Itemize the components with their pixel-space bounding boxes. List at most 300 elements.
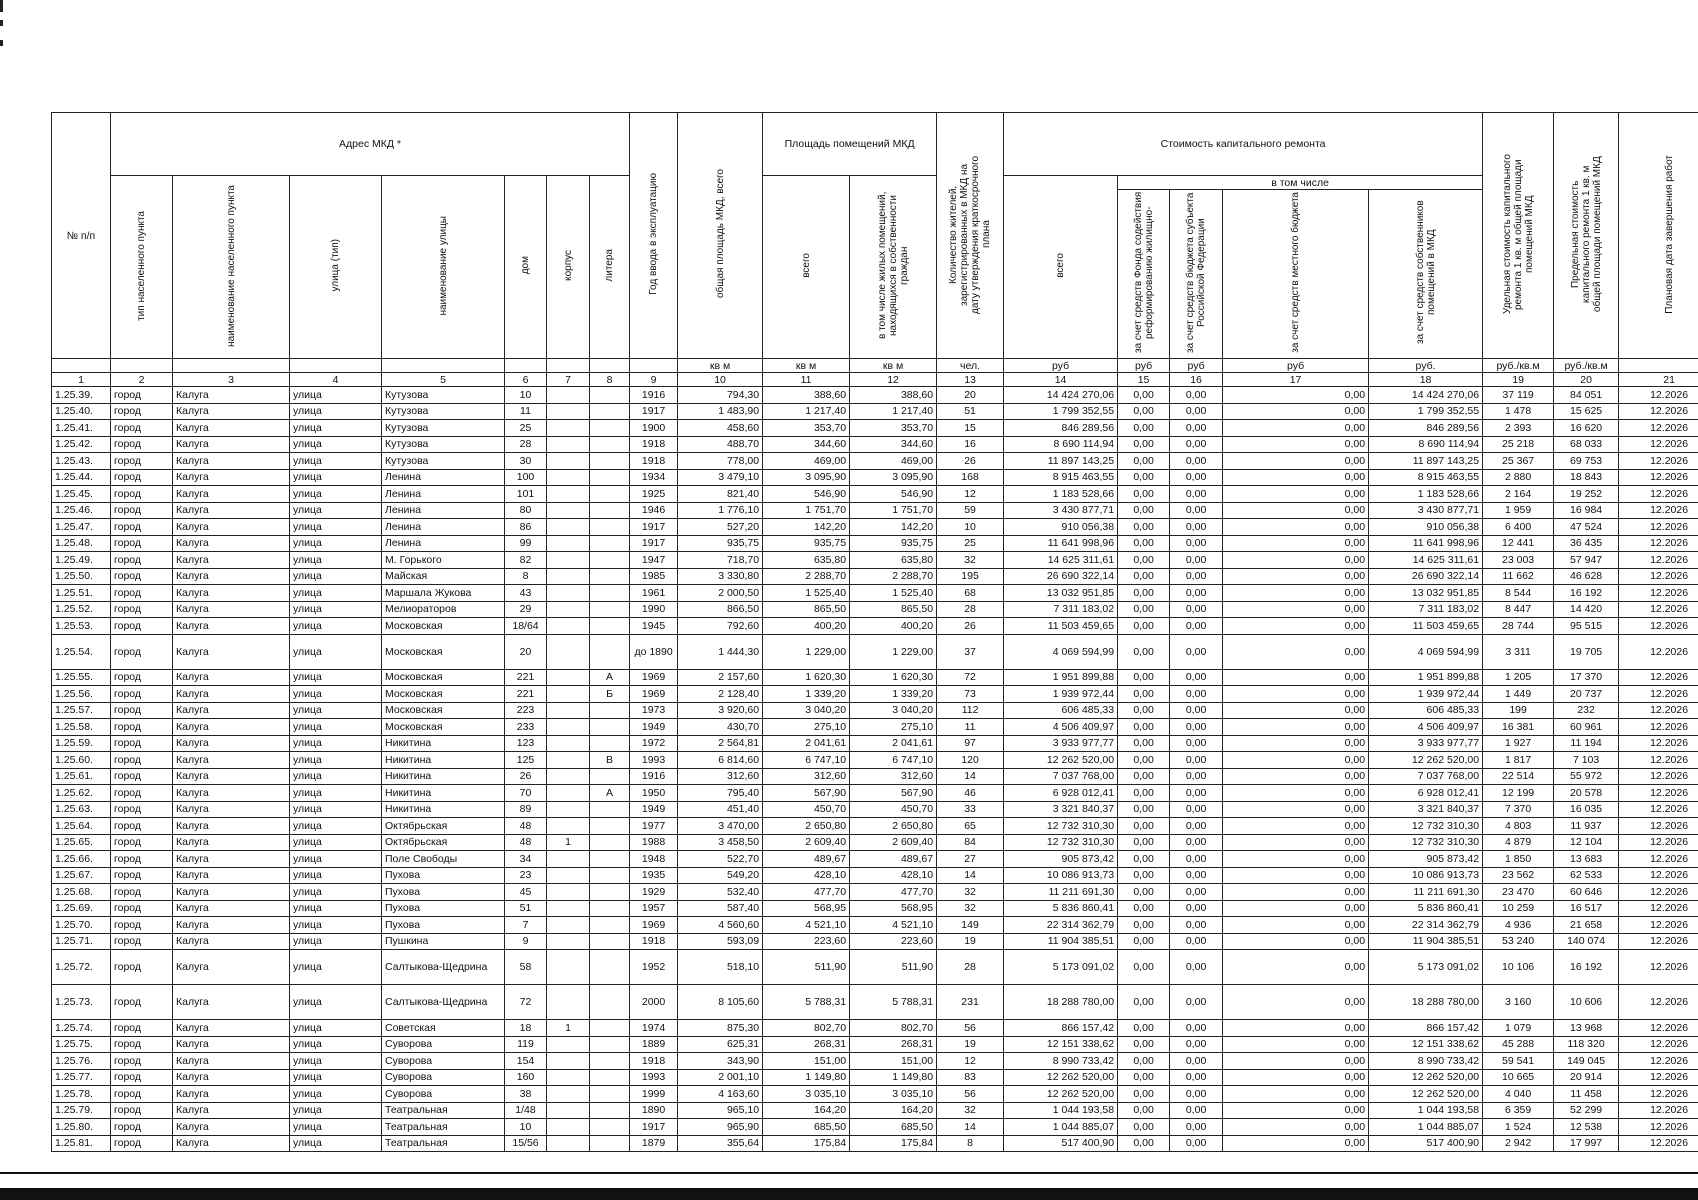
cell-cost-total: 11 904 385,51 xyxy=(1004,933,1118,950)
cell-house: 30 xyxy=(505,453,547,470)
cell-area-residential: 1 217,40 xyxy=(850,403,937,420)
cell-settlement-type: город xyxy=(111,884,173,901)
column-number: 18 xyxy=(1369,373,1483,387)
cell-end-date: 12.2026 xyxy=(1619,735,1698,752)
cell-building xyxy=(547,1086,590,1103)
cell-street-name: Кутузова xyxy=(382,436,505,453)
unit-cell xyxy=(173,359,290,373)
cell-cost-subject: 0,00 xyxy=(1170,985,1223,1020)
cell-residents: 84 xyxy=(937,834,1004,851)
cell-cost-total: 14 424 270,06 xyxy=(1004,387,1118,404)
cell-settlement-name: Калуга xyxy=(173,1102,290,1119)
cell-cost-subject: 0,00 xyxy=(1170,851,1223,868)
cell-residents: 72 xyxy=(937,669,1004,686)
cell-cost-fund: 0,00 xyxy=(1118,1119,1170,1136)
cell-limit-cost: 140 074 xyxy=(1554,933,1619,950)
cell-limit-cost: 14 420 xyxy=(1554,601,1619,618)
cell-residents: 65 xyxy=(937,818,1004,835)
cell-unit-cost: 1 079 xyxy=(1483,1020,1554,1037)
cell-building: 1 xyxy=(547,1020,590,1037)
cell-limit-cost: 18 843 xyxy=(1554,469,1619,486)
cell-street-type: улица xyxy=(290,1036,382,1053)
cell-year: 1916 xyxy=(630,768,678,785)
cell-residents: 33 xyxy=(937,801,1004,818)
cell-cost-subject: 0,00 xyxy=(1170,453,1223,470)
cell-cost-subject: 0,00 xyxy=(1170,1053,1223,1070)
cell-area-residential: 428,10 xyxy=(850,867,937,884)
cell-house: 26 xyxy=(505,768,547,785)
cell-area-residential: 511,90 xyxy=(850,950,937,985)
cell-limit-cost: 13 683 xyxy=(1554,851,1619,868)
cell-cost-owners: 1 044 885,07 xyxy=(1369,1119,1483,1136)
cell-area-all: 151,00 xyxy=(763,1053,850,1070)
cell-year: 1935 xyxy=(630,867,678,884)
cell-settlement-name: Калуга xyxy=(173,985,290,1020)
cell-end-date: 12.2026 xyxy=(1619,519,1698,536)
cell-cost-total: 910 056,38 xyxy=(1004,519,1118,536)
cell-row-number: 1.25.71. xyxy=(52,933,111,950)
cell-total-area: 3 470,00 xyxy=(678,818,763,835)
cell-cost-fund: 0,00 xyxy=(1118,917,1170,934)
cell-settlement-name: Калуга xyxy=(173,1135,290,1152)
cell-cost-subject: 0,00 xyxy=(1170,618,1223,635)
table-row xyxy=(52,686,1698,703)
cell-area-all: 275,10 xyxy=(763,719,850,736)
cell-street-type: улица xyxy=(290,768,382,785)
cell-end-date: 12.2026 xyxy=(1619,387,1698,404)
cell-letter xyxy=(590,867,630,884)
cell-street-name: Пухова xyxy=(382,900,505,917)
cell-area-all: 344,60 xyxy=(763,436,850,453)
cell-building xyxy=(547,719,590,736)
cell-cost-owners: 1 183 528,66 xyxy=(1369,486,1483,503)
cell-house: 221 xyxy=(505,669,547,686)
table-row xyxy=(52,950,1698,985)
cell-area-all: 567,90 xyxy=(763,785,850,802)
cell-limit-cost: 11 458 xyxy=(1554,1086,1619,1103)
cell-residents: 32 xyxy=(937,1102,1004,1119)
cell-unit-cost: 6 359 xyxy=(1483,1102,1554,1119)
cell-area-all: 353,70 xyxy=(763,420,850,437)
cell-area-residential: 344,60 xyxy=(850,436,937,453)
column-number: 7 xyxy=(547,373,590,387)
cell-letter xyxy=(590,884,630,901)
cell-house: 9 xyxy=(505,933,547,950)
cell-cost-total: 26 690 322,14 xyxy=(1004,568,1118,585)
cell-street-type: улица xyxy=(290,900,382,917)
cell-cost-owners: 866 157,42 xyxy=(1369,1020,1483,1037)
cell-area-all: 175,84 xyxy=(763,1135,850,1152)
table-row xyxy=(52,735,1698,752)
cell-street-type: улица xyxy=(290,568,382,585)
cell-street-name: Московская xyxy=(382,702,505,719)
cell-cost-owners: 12 732 310,30 xyxy=(1369,834,1483,851)
cell-limit-cost: 10 606 xyxy=(1554,985,1619,1020)
cell-row-number: 1.25.81. xyxy=(52,1135,111,1152)
cell-year: 1945 xyxy=(630,618,678,635)
cell-cost-subject: 0,00 xyxy=(1170,1020,1223,1037)
cell-year: 1890 xyxy=(630,1102,678,1119)
cell-street-name: Пухова xyxy=(382,884,505,901)
cell-street-name: Суворова xyxy=(382,1053,505,1070)
cell-building xyxy=(547,785,590,802)
header-no: № п/п xyxy=(52,113,111,359)
cell-house: 154 xyxy=(505,1053,547,1070)
cell-area-residential: 802,70 xyxy=(850,1020,937,1037)
cell-cost-fund: 0,00 xyxy=(1118,834,1170,851)
cell-building xyxy=(547,519,590,536)
cell-cost-fund: 0,00 xyxy=(1118,985,1170,1020)
cell-house: 15/56 xyxy=(505,1135,547,1152)
cell-settlement-name: Калуга xyxy=(173,1069,290,1086)
cell-year: 1946 xyxy=(630,502,678,519)
cell-unit-cost: 25 367 xyxy=(1483,453,1554,470)
cell-letter: А xyxy=(590,669,630,686)
cell-unit-cost: 23 003 xyxy=(1483,552,1554,569)
cell-letter xyxy=(590,985,630,1020)
cell-limit-cost: 57 947 xyxy=(1554,552,1619,569)
cell-street-type: улица xyxy=(290,1102,382,1119)
unit-cell xyxy=(1619,359,1698,373)
cell-area-residential: 142,20 xyxy=(850,519,937,536)
cell-row-number: 1.25.58. xyxy=(52,719,111,736)
cell-cost-subject: 0,00 xyxy=(1170,785,1223,802)
cell-area-residential: 1 339,20 xyxy=(850,686,937,703)
cell-unit-cost: 4 879 xyxy=(1483,834,1554,851)
cell-cost-owners: 4 069 594,99 xyxy=(1369,634,1483,669)
cell-limit-cost: 7 103 xyxy=(1554,752,1619,769)
cell-building xyxy=(547,900,590,917)
table-row xyxy=(52,834,1698,851)
header-unit-cost: Удельная стоимость капитального ремонта 1 кв. м общей площади помещений МКД xyxy=(1483,113,1554,359)
cell-cost-local: 0,00 xyxy=(1223,785,1369,802)
cell-cost-subject: 0,00 xyxy=(1170,403,1223,420)
cell-house: 99 xyxy=(505,535,547,552)
cell-limit-cost: 12 104 xyxy=(1554,834,1619,851)
cell-unit-cost: 10 665 xyxy=(1483,1069,1554,1086)
cell-street-name: Никитина xyxy=(382,801,505,818)
cell-letter xyxy=(590,634,630,669)
cell-end-date: 12.2026 xyxy=(1619,585,1698,602)
cell-letter xyxy=(590,818,630,835)
cell-street-type: улица xyxy=(290,785,382,802)
cell-cost-fund: 0,00 xyxy=(1118,519,1170,536)
cell-cost-total: 8 990 733,42 xyxy=(1004,1053,1118,1070)
cell-cost-subject: 0,00 xyxy=(1170,519,1223,536)
cell-area-residential: 1 751,70 xyxy=(850,502,937,519)
cell-unit-cost: 2 880 xyxy=(1483,469,1554,486)
cell-letter xyxy=(590,1102,630,1119)
cell-row-number: 1.25.62. xyxy=(52,785,111,802)
cell-cost-fund: 0,00 xyxy=(1118,900,1170,917)
cell-street-name: Московская xyxy=(382,686,505,703)
cell-residents: 8 xyxy=(937,1135,1004,1152)
cell-house: 23 xyxy=(505,867,547,884)
cell-year: 1952 xyxy=(630,950,678,985)
header-address: Адрес МКД * xyxy=(111,113,630,176)
header-cost-total: всего xyxy=(1004,176,1118,359)
cell-letter xyxy=(590,486,630,503)
cell-house: 18 xyxy=(505,1020,547,1037)
cell-street-name: Кутузова xyxy=(382,403,505,420)
cell-residents: 46 xyxy=(937,785,1004,802)
table-body xyxy=(52,387,1698,1152)
cell-cost-local: 0,00 xyxy=(1223,702,1369,719)
cell-total-area: 522,70 xyxy=(678,851,763,868)
cell-letter xyxy=(590,420,630,437)
cell-cost-total: 8 915 463,55 xyxy=(1004,469,1118,486)
cell-settlement-name: Калуга xyxy=(173,618,290,635)
cell-residents: 12 xyxy=(937,1053,1004,1070)
unit-cell: руб./кв.м xyxy=(1483,359,1554,373)
cell-house: 29 xyxy=(505,601,547,618)
cell-cost-fund: 0,00 xyxy=(1118,453,1170,470)
cell-cost-local: 0,00 xyxy=(1223,851,1369,868)
cell-street-name: Московская xyxy=(382,618,505,635)
cell-street-name: Суворова xyxy=(382,1086,505,1103)
cell-end-date: 12.2026 xyxy=(1619,785,1698,802)
cell-total-area: 312,60 xyxy=(678,768,763,785)
cell-end-date: 12.2026 xyxy=(1619,917,1698,934)
cell-cost-local: 0,00 xyxy=(1223,950,1369,985)
header-residents: Количество жителей, зарегистрированных в МКД на дату утверждения краткосрочного плана xyxy=(937,113,1004,359)
cell-settlement-name: Калуга xyxy=(173,387,290,404)
cell-year: 1961 xyxy=(630,585,678,602)
cell-house: 72 xyxy=(505,985,547,1020)
cell-cost-owners: 1 951 899,88 xyxy=(1369,669,1483,686)
cell-settlement-type: город xyxy=(111,387,173,404)
cell-settlement-name: Калуга xyxy=(173,568,290,585)
cell-total-area: 718,70 xyxy=(678,552,763,569)
cell-settlement-type: город xyxy=(111,1053,173,1070)
cell-total-area: 795,40 xyxy=(678,785,763,802)
cell-house: 38 xyxy=(505,1086,547,1103)
unit-cell xyxy=(382,359,505,373)
cell-cost-fund: 0,00 xyxy=(1118,1102,1170,1119)
cell-row-number: 1.25.52. xyxy=(52,601,111,618)
cell-total-area: 3 330,80 xyxy=(678,568,763,585)
header-total-area: общая площадь МКД, всего xyxy=(678,113,763,359)
cell-unit-cost: 4 936 xyxy=(1483,917,1554,934)
cell-letter xyxy=(590,851,630,868)
cell-end-date: 12.2026 xyxy=(1619,834,1698,851)
cell-total-area: 778,00 xyxy=(678,453,763,470)
cell-settlement-name: Калуга xyxy=(173,669,290,686)
cell-year: 1969 xyxy=(630,917,678,934)
cell-year: 1993 xyxy=(630,1069,678,1086)
cell-year: 2000 xyxy=(630,985,678,1020)
cell-area-all: 935,75 xyxy=(763,535,850,552)
cell-cost-fund: 0,00 xyxy=(1118,618,1170,635)
cell-street-name: Пушкина xyxy=(382,933,505,950)
table-row xyxy=(52,387,1698,404)
cell-street-type: улица xyxy=(290,585,382,602)
cell-area-all: 3 035,10 xyxy=(763,1086,850,1103)
cell-area-all: 1 217,40 xyxy=(763,403,850,420)
cell-area-all: 469,00 xyxy=(763,453,850,470)
cell-row-number: 1.25.74. xyxy=(52,1020,111,1037)
cell-street-type: улица xyxy=(290,1069,382,1086)
cell-letter xyxy=(590,519,630,536)
cell-street-name: Октябрьская xyxy=(382,818,505,835)
cell-house: 48 xyxy=(505,834,547,851)
cell-year: 1918 xyxy=(630,453,678,470)
column-number: 16 xyxy=(1170,373,1223,387)
cell-letter xyxy=(590,1020,630,1037)
header-area-all: всего xyxy=(763,176,850,359)
cell-total-area: 8 105,60 xyxy=(678,985,763,1020)
cell-row-number: 1.25.59. xyxy=(52,735,111,752)
cell-street-name: Ленина xyxy=(382,519,505,536)
cell-house: 80 xyxy=(505,502,547,519)
cell-area-residential: 685,50 xyxy=(850,1119,937,1136)
cell-limit-cost: 15 625 xyxy=(1554,403,1619,420)
cell-letter xyxy=(590,834,630,851)
cell-cost-owners: 11 897 143,25 xyxy=(1369,453,1483,470)
cell-cost-total: 8 690 114,94 xyxy=(1004,436,1118,453)
table-row xyxy=(52,618,1698,635)
cell-cost-fund: 0,00 xyxy=(1118,669,1170,686)
cell-row-number: 1.25.60. xyxy=(52,752,111,769)
cell-cost-total: 606 485,33 xyxy=(1004,702,1118,719)
cell-unit-cost: 23 562 xyxy=(1483,867,1554,884)
unit-cell xyxy=(630,359,678,373)
cell-street-name: Пухова xyxy=(382,917,505,934)
unit-cell: руб. xyxy=(1369,359,1483,373)
cell-cost-total: 517 400,90 xyxy=(1004,1135,1118,1152)
cell-cost-owners: 6 928 012,41 xyxy=(1369,785,1483,802)
cell-end-date: 12.2026 xyxy=(1619,884,1698,901)
cell-total-area: 4 163,60 xyxy=(678,1086,763,1103)
cell-street-type: улица xyxy=(290,1119,382,1136)
cell-settlement-name: Калуга xyxy=(173,601,290,618)
cell-cost-total: 1 044 885,07 xyxy=(1004,1119,1118,1136)
cell-total-area: 625,31 xyxy=(678,1036,763,1053)
cell-cost-owners: 1 044 193,58 xyxy=(1369,1102,1483,1119)
cell-street-name: Никитина xyxy=(382,735,505,752)
cell-street-name: Суворова xyxy=(382,1036,505,1053)
cell-unit-cost: 1 449 xyxy=(1483,686,1554,703)
cell-total-area: 532,40 xyxy=(678,884,763,901)
cell-residents: 32 xyxy=(937,900,1004,917)
table-row xyxy=(52,702,1698,719)
cell-cost-total: 14 625 311,61 xyxy=(1004,552,1118,569)
cell-cost-owners: 12 262 520,00 xyxy=(1369,1086,1483,1103)
cell-unit-cost: 37 119 xyxy=(1483,387,1554,404)
cell-street-name: Поле Свободы xyxy=(382,851,505,868)
cell-building xyxy=(547,801,590,818)
cell-cost-owners: 12 151 338,62 xyxy=(1369,1036,1483,1053)
header-end-date: Плановая дата завершения работ xyxy=(1619,113,1698,359)
cell-settlement-type: город xyxy=(111,1036,173,1053)
cell-limit-cost: 13 968 xyxy=(1554,1020,1619,1037)
cell-cost-owners: 12 262 520,00 xyxy=(1369,1069,1483,1086)
cell-house: 10 xyxy=(505,387,547,404)
cell-street-type: улица xyxy=(290,933,382,950)
cell-area-residential: 268,31 xyxy=(850,1036,937,1053)
cell-cost-owners: 1 939 972,44 xyxy=(1369,686,1483,703)
cell-residents: 10 xyxy=(937,519,1004,536)
table-row xyxy=(52,601,1698,618)
cell-unit-cost: 25 218 xyxy=(1483,436,1554,453)
cell-street-type: улица xyxy=(290,669,382,686)
cell-street-name: М. Горького xyxy=(382,552,505,569)
cell-cost-total: 1 951 899,88 xyxy=(1004,669,1118,686)
cell-row-number: 1.25.46. xyxy=(52,502,111,519)
cell-cost-local: 0,00 xyxy=(1223,552,1369,569)
cell-cost-local: 0,00 xyxy=(1223,801,1369,818)
cell-cost-local: 0,00 xyxy=(1223,502,1369,519)
header-settlement-type: тип населенного пункта xyxy=(111,176,173,359)
cell-limit-cost: 20 578 xyxy=(1554,785,1619,802)
cell-limit-cost: 36 435 xyxy=(1554,535,1619,552)
cell-year: 1918 xyxy=(630,933,678,950)
cell-settlement-type: город xyxy=(111,1135,173,1152)
cell-cost-fund: 0,00 xyxy=(1118,719,1170,736)
cell-letter xyxy=(590,601,630,618)
cell-house: 221 xyxy=(505,686,547,703)
cell-total-area: 3 458,50 xyxy=(678,834,763,851)
cell-cost-fund: 0,00 xyxy=(1118,552,1170,569)
cell-total-area: 587,40 xyxy=(678,900,763,917)
cell-settlement-type: город xyxy=(111,900,173,917)
cell-settlement-name: Калуга xyxy=(173,469,290,486)
cell-cost-total: 3 933 977,77 xyxy=(1004,735,1118,752)
cell-settlement-type: город xyxy=(111,735,173,752)
header-limit-cost: Предельная стоимость капитального ремонта 1 кв. м общей площади помещений МКД xyxy=(1554,113,1619,359)
cell-end-date: 12.2026 xyxy=(1619,486,1698,503)
cell-settlement-name: Калуга xyxy=(173,453,290,470)
cell-area-residential: 3 040,20 xyxy=(850,702,937,719)
cell-cost-subject: 0,00 xyxy=(1170,1135,1223,1152)
cell-area-all: 450,70 xyxy=(763,801,850,818)
cell-building xyxy=(547,585,590,602)
cell-limit-cost: 16 517 xyxy=(1554,900,1619,917)
cell-total-area: 866,50 xyxy=(678,601,763,618)
cell-end-date: 12.2026 xyxy=(1619,1069,1698,1086)
cell-cost-fund: 0,00 xyxy=(1118,785,1170,802)
cell-total-area: 1 776,10 xyxy=(678,502,763,519)
cell-cost-subject: 0,00 xyxy=(1170,735,1223,752)
cell-area-all: 2 041,61 xyxy=(763,735,850,752)
cell-row-number: 1.25.55. xyxy=(52,669,111,686)
cell-total-area: 549,20 xyxy=(678,867,763,884)
cell-residents: 51 xyxy=(937,403,1004,420)
cell-street-type: улица xyxy=(290,420,382,437)
cell-year: 1917 xyxy=(630,535,678,552)
cell-cost-local: 0,00 xyxy=(1223,719,1369,736)
cell-settlement-name: Калуга xyxy=(173,436,290,453)
cell-total-area: 2 157,60 xyxy=(678,669,763,686)
cell-residents: 19 xyxy=(937,933,1004,950)
cell-cost-total: 4 069 594,99 xyxy=(1004,634,1118,669)
cell-cost-local: 0,00 xyxy=(1223,568,1369,585)
cell-year: 1972 xyxy=(630,735,678,752)
cell-cost-total: 4 506 409,97 xyxy=(1004,719,1118,736)
header-settlement-name: наименование населенного пункта xyxy=(173,176,290,359)
cell-cost-total: 3 430 877,71 xyxy=(1004,502,1118,519)
cell-end-date: 12.2026 xyxy=(1619,1053,1698,1070)
cell-street-name: Ленина xyxy=(382,486,505,503)
cell-cost-local: 0,00 xyxy=(1223,585,1369,602)
cell-row-number: 1.25.50. xyxy=(52,568,111,585)
cell-end-date: 12.2026 xyxy=(1619,618,1698,635)
cell-cost-fund: 0,00 xyxy=(1118,686,1170,703)
cell-settlement-name: Калуга xyxy=(173,1086,290,1103)
cell-street-type: улица xyxy=(290,686,382,703)
cell-unit-cost: 22 514 xyxy=(1483,768,1554,785)
cell-residents: 37 xyxy=(937,634,1004,669)
